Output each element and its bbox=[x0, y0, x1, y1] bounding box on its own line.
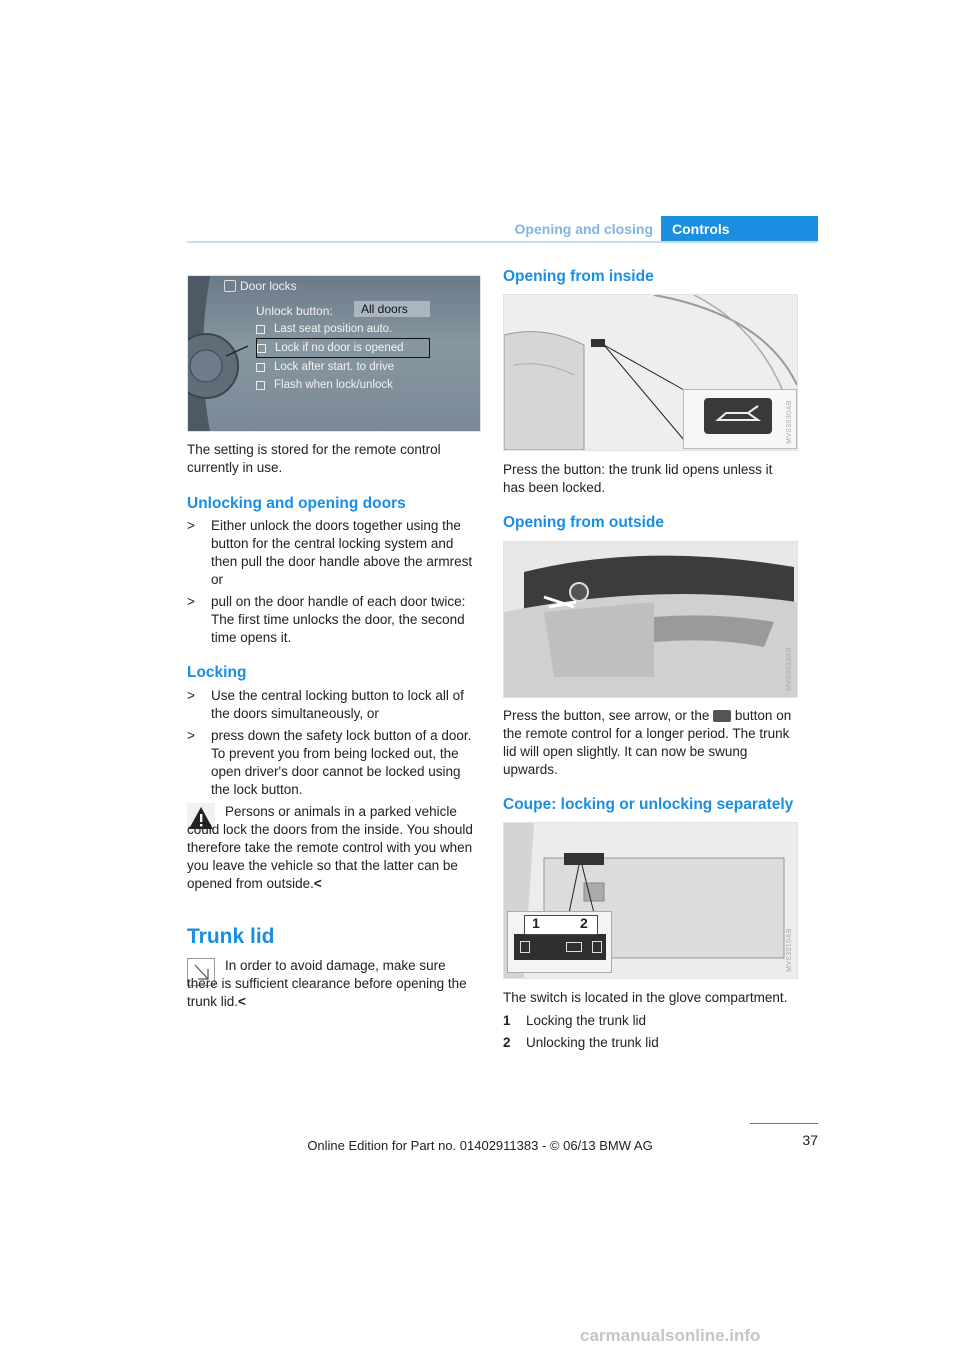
trunk-open-icon bbox=[704, 398, 772, 434]
glove-compartment-image bbox=[503, 822, 798, 979]
menu-settings-icon bbox=[224, 280, 236, 292]
list-item bbox=[503, 1034, 659, 1052]
trunk-note-text bbox=[187, 957, 479, 1011]
trunk-lid-heading: Trunk lid bbox=[187, 925, 275, 948]
door-locks-menu-image bbox=[187, 275, 481, 432]
switch-panel bbox=[514, 934, 606, 960]
list-item-label: Locking the trunk lid bbox=[526, 1013, 647, 1028]
remote-trunk-icon bbox=[713, 710, 731, 722]
outside-text-part-a: Press the button, see arrow, or the bbox=[503, 708, 710, 723]
interior-button-image bbox=[503, 294, 798, 451]
lock-icon bbox=[520, 941, 530, 953]
opening-outside-heading: Opening from outside bbox=[503, 514, 665, 531]
checkbox-icon bbox=[257, 344, 266, 353]
inside-text: Press the button: the trunk lid opens unless it has been locked. bbox=[503, 462, 773, 495]
image-code: MV03010AB bbox=[786, 928, 793, 972]
checkbox-icon bbox=[256, 381, 265, 390]
opening-inside-heading: Opening from inside bbox=[503, 268, 654, 285]
note-body: In order to avoid damage, make sure there is sufficient clearance before opening the trunk lid. bbox=[187, 958, 467, 1009]
list-item-number: 1 bbox=[503, 1013, 511, 1028]
setting-stored-text: The setting is stored for the remote control currently in use. bbox=[187, 442, 441, 475]
watermark: carmanualsonline.info bbox=[580, 1326, 761, 1345]
bullet-text: Either unlock the doors together using the button for the central locking system and then pull the door handle above the armrest or bbox=[211, 518, 473, 587]
menu-option-row bbox=[256, 376, 476, 394]
trunk-icon bbox=[566, 942, 582, 952]
menu-option-label: Last seat position auto. bbox=[274, 323, 393, 335]
list-item-label: Unlocking the trunk lid bbox=[526, 1035, 659, 1050]
menu-option-label: Lock if no door is opened bbox=[275, 342, 404, 354]
checkbox-icon bbox=[256, 325, 265, 334]
menu-option-row bbox=[256, 358, 476, 376]
header-chapter-tab: Controls bbox=[661, 216, 818, 242]
outside-text bbox=[503, 707, 795, 779]
unlock-icon bbox=[592, 941, 602, 953]
page-number-rule bbox=[750, 1123, 818, 1124]
bullet-text: Use the central locking button to lock all of the doors simultaneously, or bbox=[211, 688, 464, 721]
bullet-text: press down the safety lock button of a door. To prevent you from being locked out, the open driver's door cannot be locked using the lock button. bbox=[211, 728, 472, 797]
menu-option-label: Flash when lock/unlock bbox=[274, 379, 393, 391]
menu-option-label: Lock after start. to drive bbox=[274, 361, 395, 373]
menu-option-list bbox=[256, 320, 476, 394]
header-rule bbox=[187, 241, 818, 243]
trunk-button-inset bbox=[683, 389, 797, 449]
end-mark: < bbox=[238, 994, 246, 1009]
warning-body: Persons or animals in a parked vehicle could lock the doors from the inside. You should therefore take the remote control with you when you leave the vehicle so that the latter can be opened from outside. bbox=[187, 804, 473, 891]
bullet-marker: > bbox=[187, 688, 195, 703]
bullet-marker: > bbox=[187, 518, 195, 533]
bullet-text: pull on the door handle of each door twice: The first time unlocks the door, the second time opens it. bbox=[211, 594, 466, 645]
end-mark: < bbox=[313, 876, 322, 891]
image-code: MV03030AB bbox=[786, 400, 793, 444]
header-section-title: Opening and closing bbox=[514, 221, 653, 237]
switch-inset bbox=[507, 911, 612, 973]
bullet-marker: > bbox=[187, 728, 195, 743]
footer-text: Online Edition for Part no. 01402911383 - © 06/13 BMW AG bbox=[307, 1138, 653, 1153]
list-item bbox=[503, 1012, 646, 1030]
menu-title: Door locks bbox=[240, 279, 297, 293]
coupe-heading: Coupe: locking or unlocking separately bbox=[503, 796, 794, 813]
menu-option-row bbox=[256, 320, 476, 338]
bullet-marker: > bbox=[187, 594, 195, 609]
outside-text-part-b: button on the remote control for a longer period. The trunk lid will open slightly. It can now be swung upwards. bbox=[503, 708, 792, 777]
callout-number-2: 2 bbox=[580, 915, 588, 931]
image-code: MV03033AB bbox=[786, 647, 793, 691]
locking-heading: Locking bbox=[187, 664, 247, 681]
callout-number-1: 1 bbox=[532, 915, 540, 931]
warning-text bbox=[187, 803, 479, 893]
page-number: 37 bbox=[802, 1132, 818, 1148]
unlock-button-label: Unlock button: bbox=[256, 304, 333, 318]
list-item-number: 2 bbox=[503, 1035, 511, 1050]
coupe-text: The switch is located in the glove compartment. bbox=[503, 990, 788, 1005]
unlocking-heading: Unlocking and opening doors bbox=[187, 495, 406, 512]
checkbox-icon bbox=[256, 363, 265, 372]
unlock-button-value: All doors bbox=[354, 301, 430, 317]
trunk-exterior-image bbox=[503, 541, 798, 698]
menu-option-row-selected bbox=[256, 338, 430, 358]
